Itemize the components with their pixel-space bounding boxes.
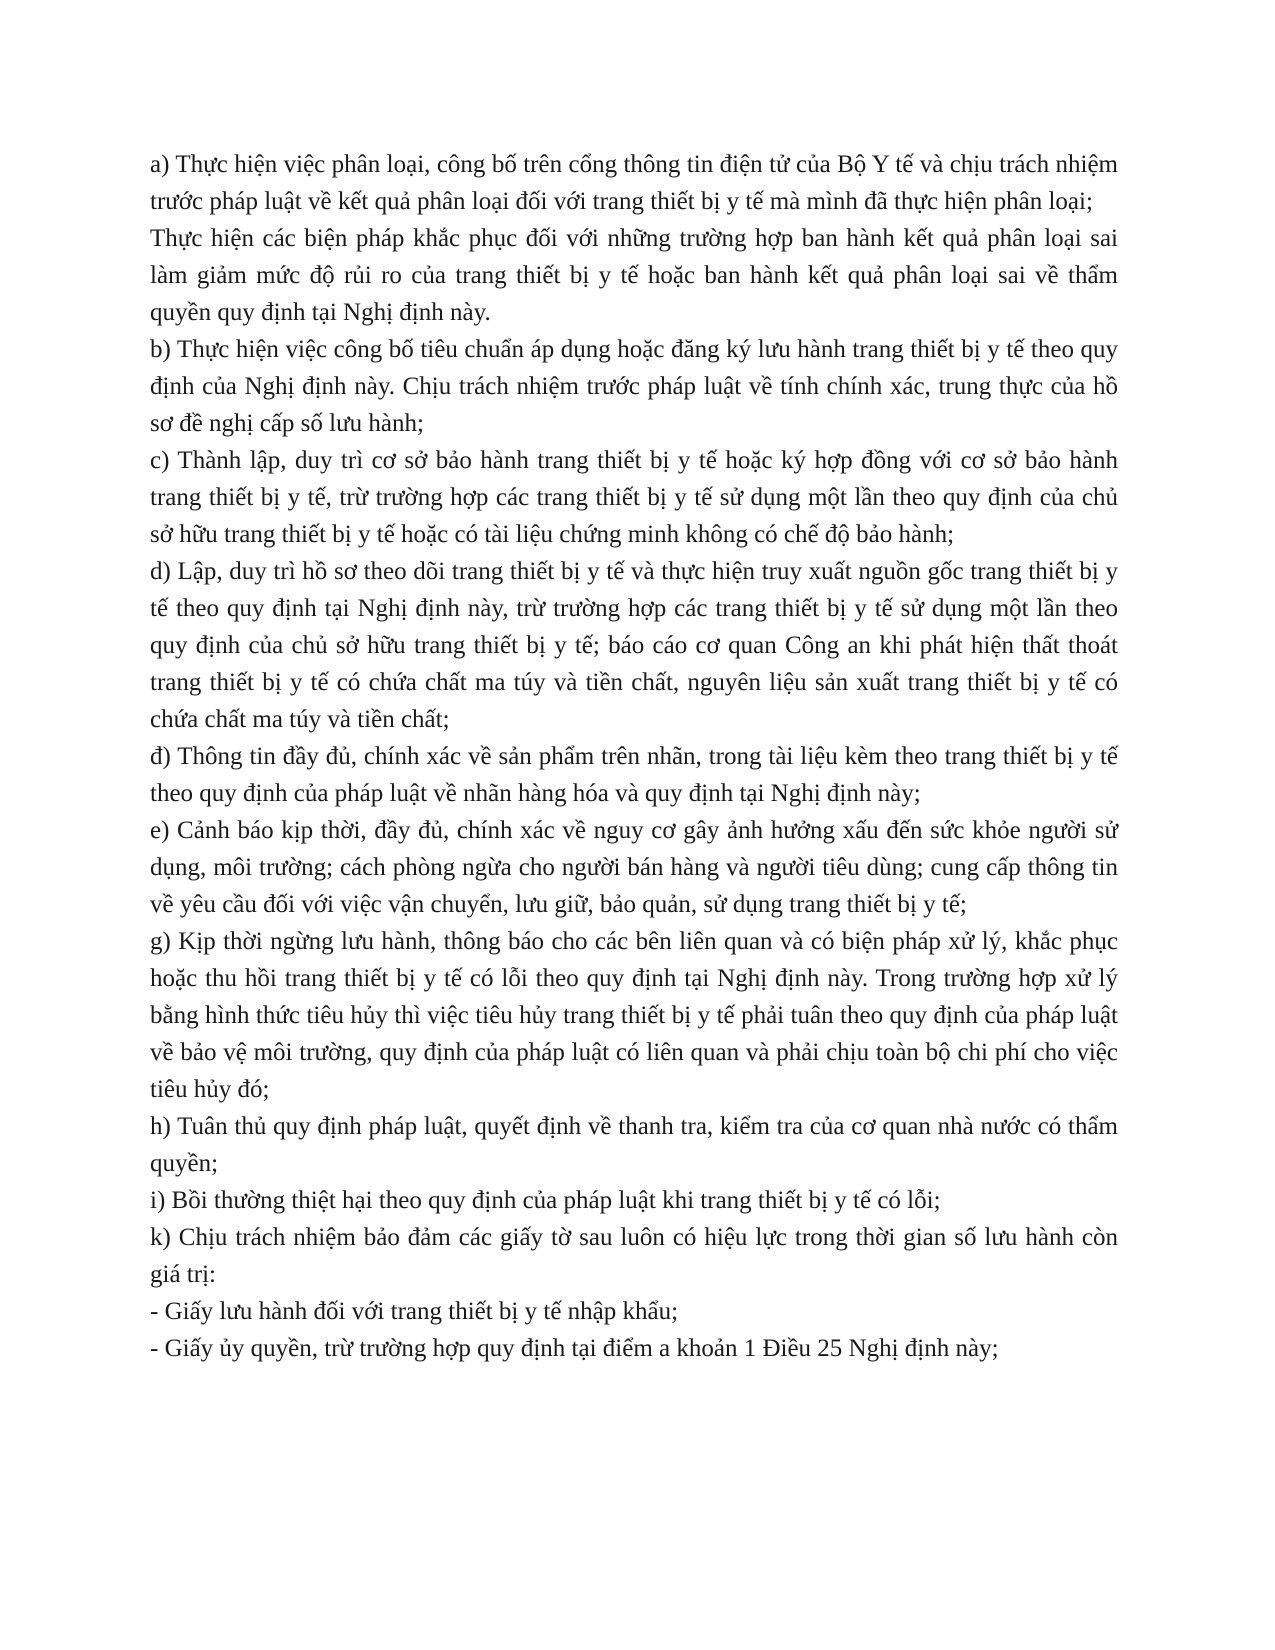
paragraph-k: k) Chịu trách nhiệm bảo đảm các giấy tờ sau luôn có hiệu lực trong thời gian số lưu hành còn giá trị: [150,1224,1118,1288]
paragraph-a: a) Thực hiện việc phân loại, công bố trên cổng thông tin điện tử của Bộ Y tế và chịu trách nhiệm trước pháp luật về kết quả phân loại đối với trang thiết bị y tế mà mình đã thực hiện phân loại; [150,151,1118,215]
document-page [150,146,1118,1367]
paragraph-dd: đ) Thông tin đầy đủ, chính xác về sản phẩm trên nhãn, trong tài liệu kèm theo trang thiết bị y tế theo quy định của pháp luật về nhãn hàng hóa và quy định tại Nghị định này; [150,743,1118,807]
paragraph-c: c) Thành lập, duy trì cơ sở bảo hành trang thiết bị y tế hoặc ký hợp đồng với cơ sở bảo hành trang thiết bị y tế, trừ trường hợp các trang thiết bị y tế sử dụng một lần theo quy định của chủ sở hữu trang thiết bị y tế hoặc có tài liệu chứng minh không có chế độ bảo hành; [150,447,1118,548]
paragraph-h: h) Tuân thủ quy định pháp luật, quyết định về thanh tra, kiểm tra của cơ quan nhà nước có thẩm quyền; [150,1113,1118,1177]
list-item-import-permit: - Giấy lưu hành đối với trang thiết bị y tế nhập khẩu; [150,1298,679,1325]
paragraph-g: g) Kịp thời ngừng lưu hành, thông báo cho các bên liên quan và có biện pháp xử lý, khắc phục hoặc thu hồi trang thiết bị y tế có lỗi theo quy định tại Nghị định này. Trong trường hợp xử lý bằng hình thức tiêu hủy thì việc tiêu hủy trang thiết bị y tế phải tuân theo quy định của pháp luật về bảo vệ môi trường, quy định của pháp luật có liên quan và phải chịu toàn bộ chi phí cho việc tiêu hủy đó; [150,928,1118,1103]
paragraph-i: i) Bồi thường thiệt hại theo quy định của pháp luật khi trang thiết bị y tế có lỗi; [150,1187,941,1214]
paragraph-b: b) Thực hiện việc công bố tiêu chuẩn áp dụng hoặc đăng ký lưu hành trang thiết bị y tế theo quy định của Nghị định này. Chịu trách nhiệm trước pháp luật về tính chính xác, trung thực của hồ sơ đề nghị cấp số lưu hành; [150,336,1118,437]
list-item-authorization: - Giấy ủy quyền, trừ trường hợp quy định tại điểm a khoản 1 Điều 25 Nghị định này; [150,1335,999,1362]
paragraph-e: e) Cảnh báo kịp thời, đầy đủ, chính xác về nguy cơ gây ảnh hưởng xấu đến sức khỏe người sử dụng, môi trường; cách phòng ngừa cho người bán hàng và người tiêu dùng; cung cấp thông tin về yêu cầu đối với việc vận chuyển, lưu giữ, bảo quản, sử dụng trang thiết bị y tế; [150,817,1118,918]
paragraph-a-remedy: Thực hiện các biện pháp khắc phục đối với những trường hợp ban hành kết quả phân loại sai làm giảm mức độ rủi ro của trang thiết bị y tế hoặc ban hành kết quả phân loại sai về thẩm quyền quy định tại Nghị định này. [150,225,1118,326]
paragraph-d: d) Lập, duy trì hồ sơ theo dõi trang thiết bị y tế và thực hiện truy xuất nguồn gốc trang thiết bị y tế theo quy định tại Nghị định này, trừ trường hợp các trang thiết bị y tế sử dụng một lần theo quy định của chủ sở hữu trang thiết bị y tế; báo cáo cơ quan Công an khi phát hiện thất thoát trang thiết bị y tế có chứa chất ma túy và tiền chất, nguyên liệu sản xuất trang thiết bị y tế có chứa chất ma túy và tiền chất; [150,558,1118,733]
